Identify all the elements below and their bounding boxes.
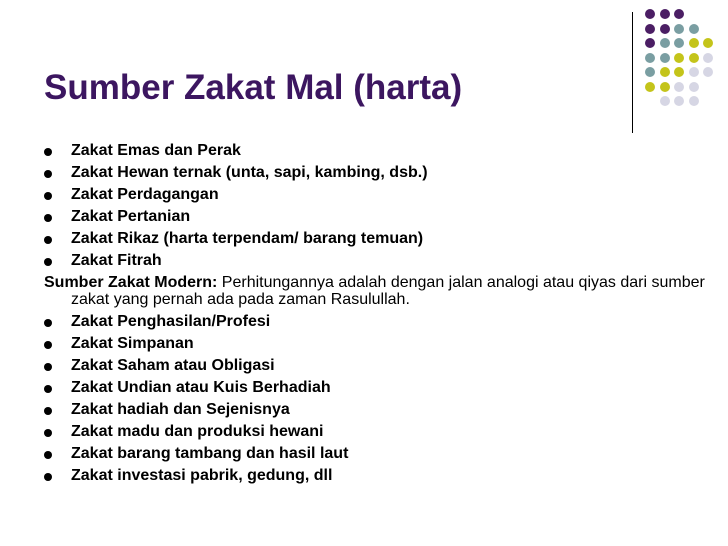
list-item <box>44 140 714 162</box>
list-item-label: Zakat Emas dan Perak <box>71 142 241 159</box>
list-item-label: Zakat investasi pabrik, gedung, dll <box>71 467 333 484</box>
decorative-dot <box>703 67 713 77</box>
decorative-dot <box>645 9 655 19</box>
list-item <box>44 184 714 206</box>
bullet-icon <box>44 473 52 481</box>
decorative-dot <box>660 67 670 77</box>
modern-sources-text: Perhitungannya adalah dengan jalan analogi atau qiyas dari sumber zakat yang pernah ada pada zaman Rasulullah. <box>71 274 705 308</box>
decorative-dot <box>645 38 655 48</box>
decorative-dot <box>660 53 670 63</box>
decorative-divider <box>632 12 633 133</box>
modern-sources-list <box>44 311 714 487</box>
slide-body <box>44 140 714 487</box>
list-item-label: Zakat Penghasilan/Profesi <box>71 313 271 330</box>
decorative-dot <box>660 82 670 92</box>
decorative-dot <box>689 24 699 34</box>
bullet-icon <box>44 407 52 415</box>
decorative-dot <box>674 24 684 34</box>
decorative-dot <box>674 82 684 92</box>
bullet-icon <box>44 170 52 178</box>
decorative-dot <box>660 9 670 19</box>
decorative-dot <box>660 24 670 34</box>
bullet-icon <box>44 148 52 156</box>
list-item-label: Zakat hadiah dan Sejenisnya <box>71 401 290 418</box>
list-item <box>44 333 714 355</box>
list-item <box>44 250 714 272</box>
decorative-dot-grid <box>645 9 725 119</box>
decorative-dot <box>645 53 655 63</box>
list-item-label: Zakat madu dan produksi hewani <box>71 423 324 440</box>
bullet-icon <box>44 451 52 459</box>
list-item-label: Zakat Hewan ternak (unta, sapi, kambing, dsb.) <box>71 164 428 181</box>
decorative-dot <box>703 38 713 48</box>
decorative-dot <box>645 82 655 92</box>
list-item-label: Zakat Saham atau Obligasi <box>71 357 275 374</box>
bullet-icon <box>44 258 52 266</box>
list-item <box>44 355 714 377</box>
list-item <box>44 206 714 228</box>
list-item <box>44 443 714 465</box>
list-item-label: Zakat barang tambang dan hasil laut <box>71 445 349 462</box>
list-item-label: Zakat Pertanian <box>71 208 191 225</box>
list-item <box>44 162 714 184</box>
list-item <box>44 399 714 421</box>
decorative-dot <box>689 53 699 63</box>
list-item-label: Zakat Rikaz (harta terpendam/ barang temuan) <box>71 230 424 247</box>
decorative-dot <box>674 67 684 77</box>
decorative-dot <box>674 9 684 19</box>
decorative-dot <box>674 96 684 106</box>
list-item <box>44 465 714 487</box>
decorative-dot <box>645 67 655 77</box>
decorative-dot <box>674 53 684 63</box>
list-item <box>44 311 714 333</box>
modern-sources-paragraph <box>44 274 714 308</box>
decorative-dot <box>660 38 670 48</box>
decorative-dot <box>645 24 655 34</box>
bullet-icon <box>44 319 52 327</box>
decorative-dot <box>674 38 684 48</box>
bullet-icon <box>44 429 52 437</box>
list-item <box>44 421 714 443</box>
bullet-icon <box>44 385 52 393</box>
classic-sources-list <box>44 140 714 272</box>
decorative-dot <box>703 53 713 63</box>
bullet-icon <box>44 341 52 349</box>
decorative-dot <box>689 82 699 92</box>
list-item-label: Zakat Simpanan <box>71 335 194 352</box>
bullet-icon <box>44 363 52 371</box>
bullet-icon <box>44 192 52 200</box>
decorative-dot <box>689 67 699 77</box>
slide-title: Sumber Zakat Mal (harta) <box>44 68 463 107</box>
list-item-label: Zakat Perdagangan <box>71 186 219 203</box>
decorative-dot <box>660 96 670 106</box>
list-item-label: Zakat Fitrah <box>71 252 162 269</box>
list-item <box>44 228 714 250</box>
modern-sources-label: Sumber Zakat Modern: <box>44 274 218 291</box>
decorative-dot <box>689 96 699 106</box>
list-item-label: Zakat Undian atau Kuis Berhadiah <box>71 379 331 396</box>
list-item <box>44 377 714 399</box>
bullet-icon <box>44 236 52 244</box>
bullet-icon <box>44 214 52 222</box>
decorative-dot <box>689 38 699 48</box>
